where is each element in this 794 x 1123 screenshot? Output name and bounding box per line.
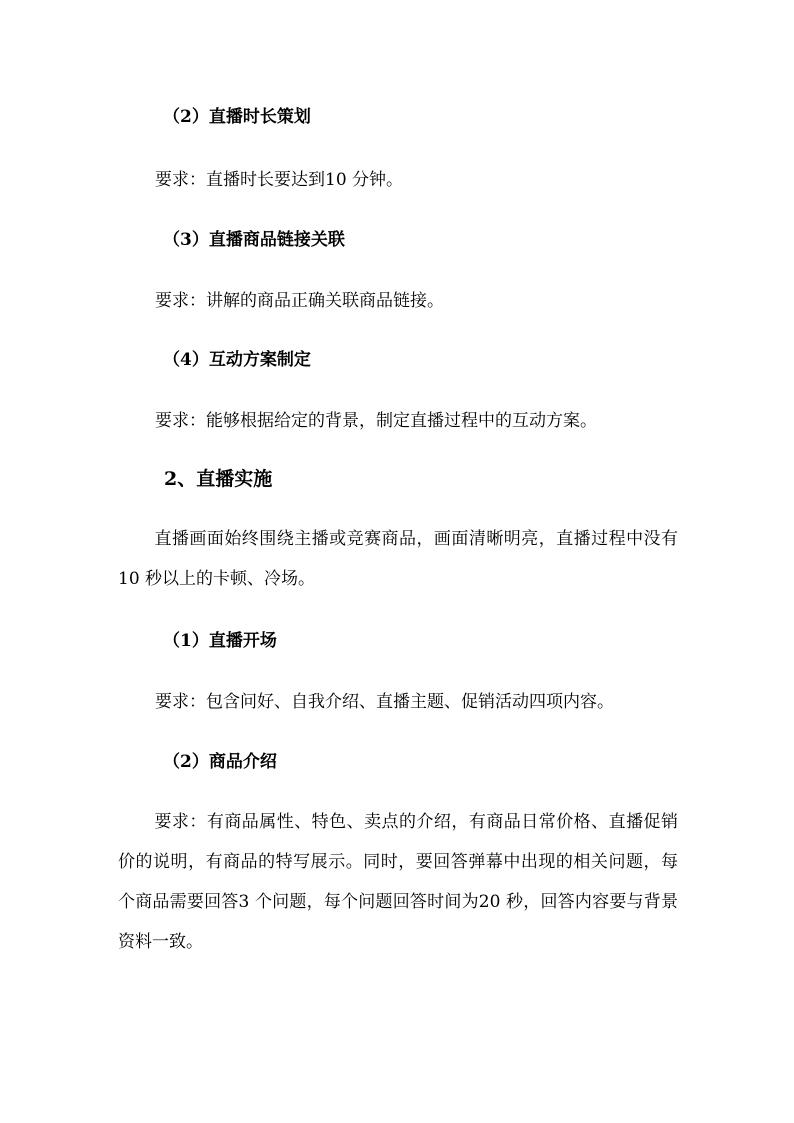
section-heading: （4）互动方案制定 — [163, 350, 311, 370]
section-requirement: 要求：讲解的商品正确关联商品链接。 — [155, 291, 444, 311]
sub-section-requirement: 要求：包含问好、自我介绍、直播主题、促销活动四项内容。 — [155, 692, 614, 712]
section-requirement: 要求：能够根据给定的背景，制定直播过程中的互动方案。 — [155, 411, 597, 431]
product-intro-text: 要求：有商品属性、特色、卖点的介绍，有商品日常价格、直播促销价的说明，有商品的特写展示。同时，要回答弹幕中出现的相关问题，每个商品需要回答3 个问题，每个问题回答时间为20 秒，回答内容要与背景资料一致。 — [118, 812, 678, 952]
section-heading: （3）直播商品链接关联 — [163, 230, 345, 250]
sub-section-heading: （1）直播开场 — [163, 631, 277, 651]
intro-paragraph-text: 直播画面始终围绕主播或竞赛商品，画面清晰明亮，直播过程中没有10 秒以上的卡顿、冷场。 — [118, 529, 678, 589]
section-requirement: 要求：直播时长要达到10 分钟。 — [155, 170, 404, 190]
sub-section-heading: （2）商品介绍 — [163, 752, 277, 772]
main-heading: 2、直播实施 — [164, 468, 273, 490]
section-heading: （2）直播时长策划 — [163, 107, 311, 127]
intro-paragraph — [118, 519, 678, 599]
product-intro-paragraph — [118, 802, 678, 962]
